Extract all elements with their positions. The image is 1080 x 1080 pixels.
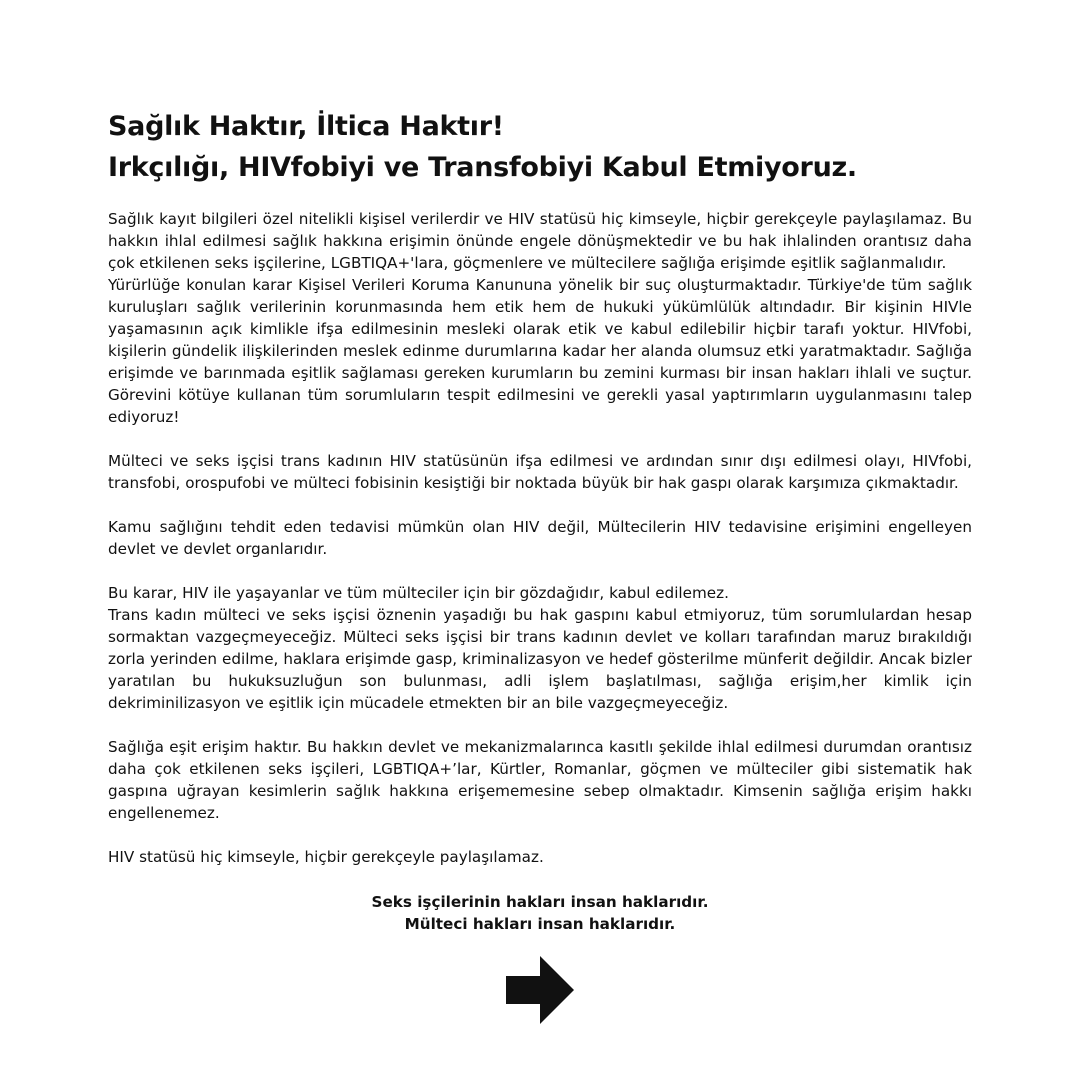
- title-line-2: Irkçılığı, HIVfobiyi ve Transfobiyi Kabul Etmiyoruz.: [108, 152, 857, 183]
- spacer: [108, 560, 972, 582]
- spacer: [108, 494, 972, 516]
- paragraph-public-health: Kamu sağlığını tehdit eden tedavisi mümkün olan HIV değil, Mültecilerin HIV tedavisine erişimini engelleyen devlet ve devlet organlarıdır.: [108, 518, 972, 558]
- paragraph-privacy: Sağlık kayıt bilgileri özel nitelikli kişisel verilerdir ve HIV statüsü hiç kimseyle, hiçbir gerekçeyle paylaşılamaz. Bu hakkın ihlal edilmesi sağlık hakkına erişimin önünde engele dönüşmektedir ve bu hak ihlalinden orantısız daha çok etkilenen seks işçilerine, LGBTIQA+'lara, göçmenlere ve mültecilere sağlığa erişimde eşitlik sağlanmalıdır.: [108, 210, 972, 272]
- paragraph-hiv-status: HIV statüsü hiç kimseyle, hiçbir gerekçeyle paylaşılamaz.: [108, 848, 544, 866]
- slogan-sex-workers: Seks işçilerinin hakları insan haklarıdır.: [371, 893, 709, 911]
- paragraph-incident: Mülteci ve seks işçisi trans kadının HIV statüsünün ifşa edilmesi ve ardından sınır dışı edilmesi olayı, HIVfobi, transfobi, orospufobi ve mülteci fobisinin kesiştiği bir noktada büyük bir hak gaspı olarak karşımıza çıkmaktadır.: [108, 452, 972, 492]
- right-arrow-icon[interactable]: [506, 956, 574, 1024]
- title-line-1: Sağlık Haktır, İltica Haktır!: [108, 111, 504, 142]
- slogan-refugees: Mülteci hakları insan haklarıdır.: [404, 915, 676, 933]
- page-title: [108, 106, 978, 188]
- paragraph-law: Yürürlüğe konulan karar Kişisel Verileri Koruma Kanununa yönelik bir suç oluşturmaktadır. Türkiye'de tüm sağlık kuruluşları sağlık verilerinin korunmasında hem etik hem de hukuki yükümlülük altındadır. Bir kişinin HIVle yaşamasının açık kimlikle ifşa edilmesinin mesleki olarak etik ve kabul edilebilir hiçbir tarafı yoktur. HIVfobi, kişilerin gündelik ilişkilerinden meslek edinme durumlarına kadar her alanda olumsuz etki yaratmaktadır. Sağlığa erişimde ve barınmada eşitlik sağlaması gereken kurumların bu zemini kurması bir insan hakları ihlali ve suçtur. Görevini kötüye kullanan tüm sorumluların tespit edilmesini ve gerekli yasal yaptırımların uygulanmasını talep ediyoruz!: [108, 276, 972, 426]
- spacer: [108, 428, 972, 450]
- spacer: [108, 714, 972, 736]
- spacer: [108, 824, 972, 846]
- paragraph-equal-access: Sağlığa eşit erişim haktır. Bu hakkın devlet ve mekanizmalarınca kasıtlı şekilde ihlal edilmesi durumdan orantısız daha çok etkilenen seks işçileri, LGBTIQA+’lar, Kürtler, Romanlar, göçmen ve mülteciler gibi sistematik hak gaspına uğrayan kesimlerin sağlık hakkına erişememesine sebep olmaktadır. Kimsenin sağlığa erişim hakkı engellenemez.: [108, 738, 972, 822]
- paragraph-decision: Bu karar, HIV ile yaşayanlar ve tüm mülteciler için bir gözdağıdır, kabul edilemez.: [108, 584, 729, 602]
- closing-slogans: [108, 891, 972, 935]
- paragraph-struggle: Trans kadın mülteci ve seks işçisi öznenin yaşadığı bu hak gaspını kabul etmiyoruz, tüm sorumlulardan hesap sormaktan vazgeçmeyeceğiz. Mülteci seks işçisi bir trans kadının devlet ve kolları tarafından maruz bırakıldığı zorla yerinden edilme, haklara erişimde gasp, kriminalizasyon ve hedef gösterilme münferit değildir. Ancak bizler yaratılan bu hukuksuzluğun son bulunması, adli işlem başlatılması, sağlığa erişim,her kimlik için dekriminilizasyon ve eşitlik için mücadele etmekten bir an bile vazgeçmeyeceğiz.: [108, 606, 972, 712]
- statement-body: [108, 208, 972, 868]
